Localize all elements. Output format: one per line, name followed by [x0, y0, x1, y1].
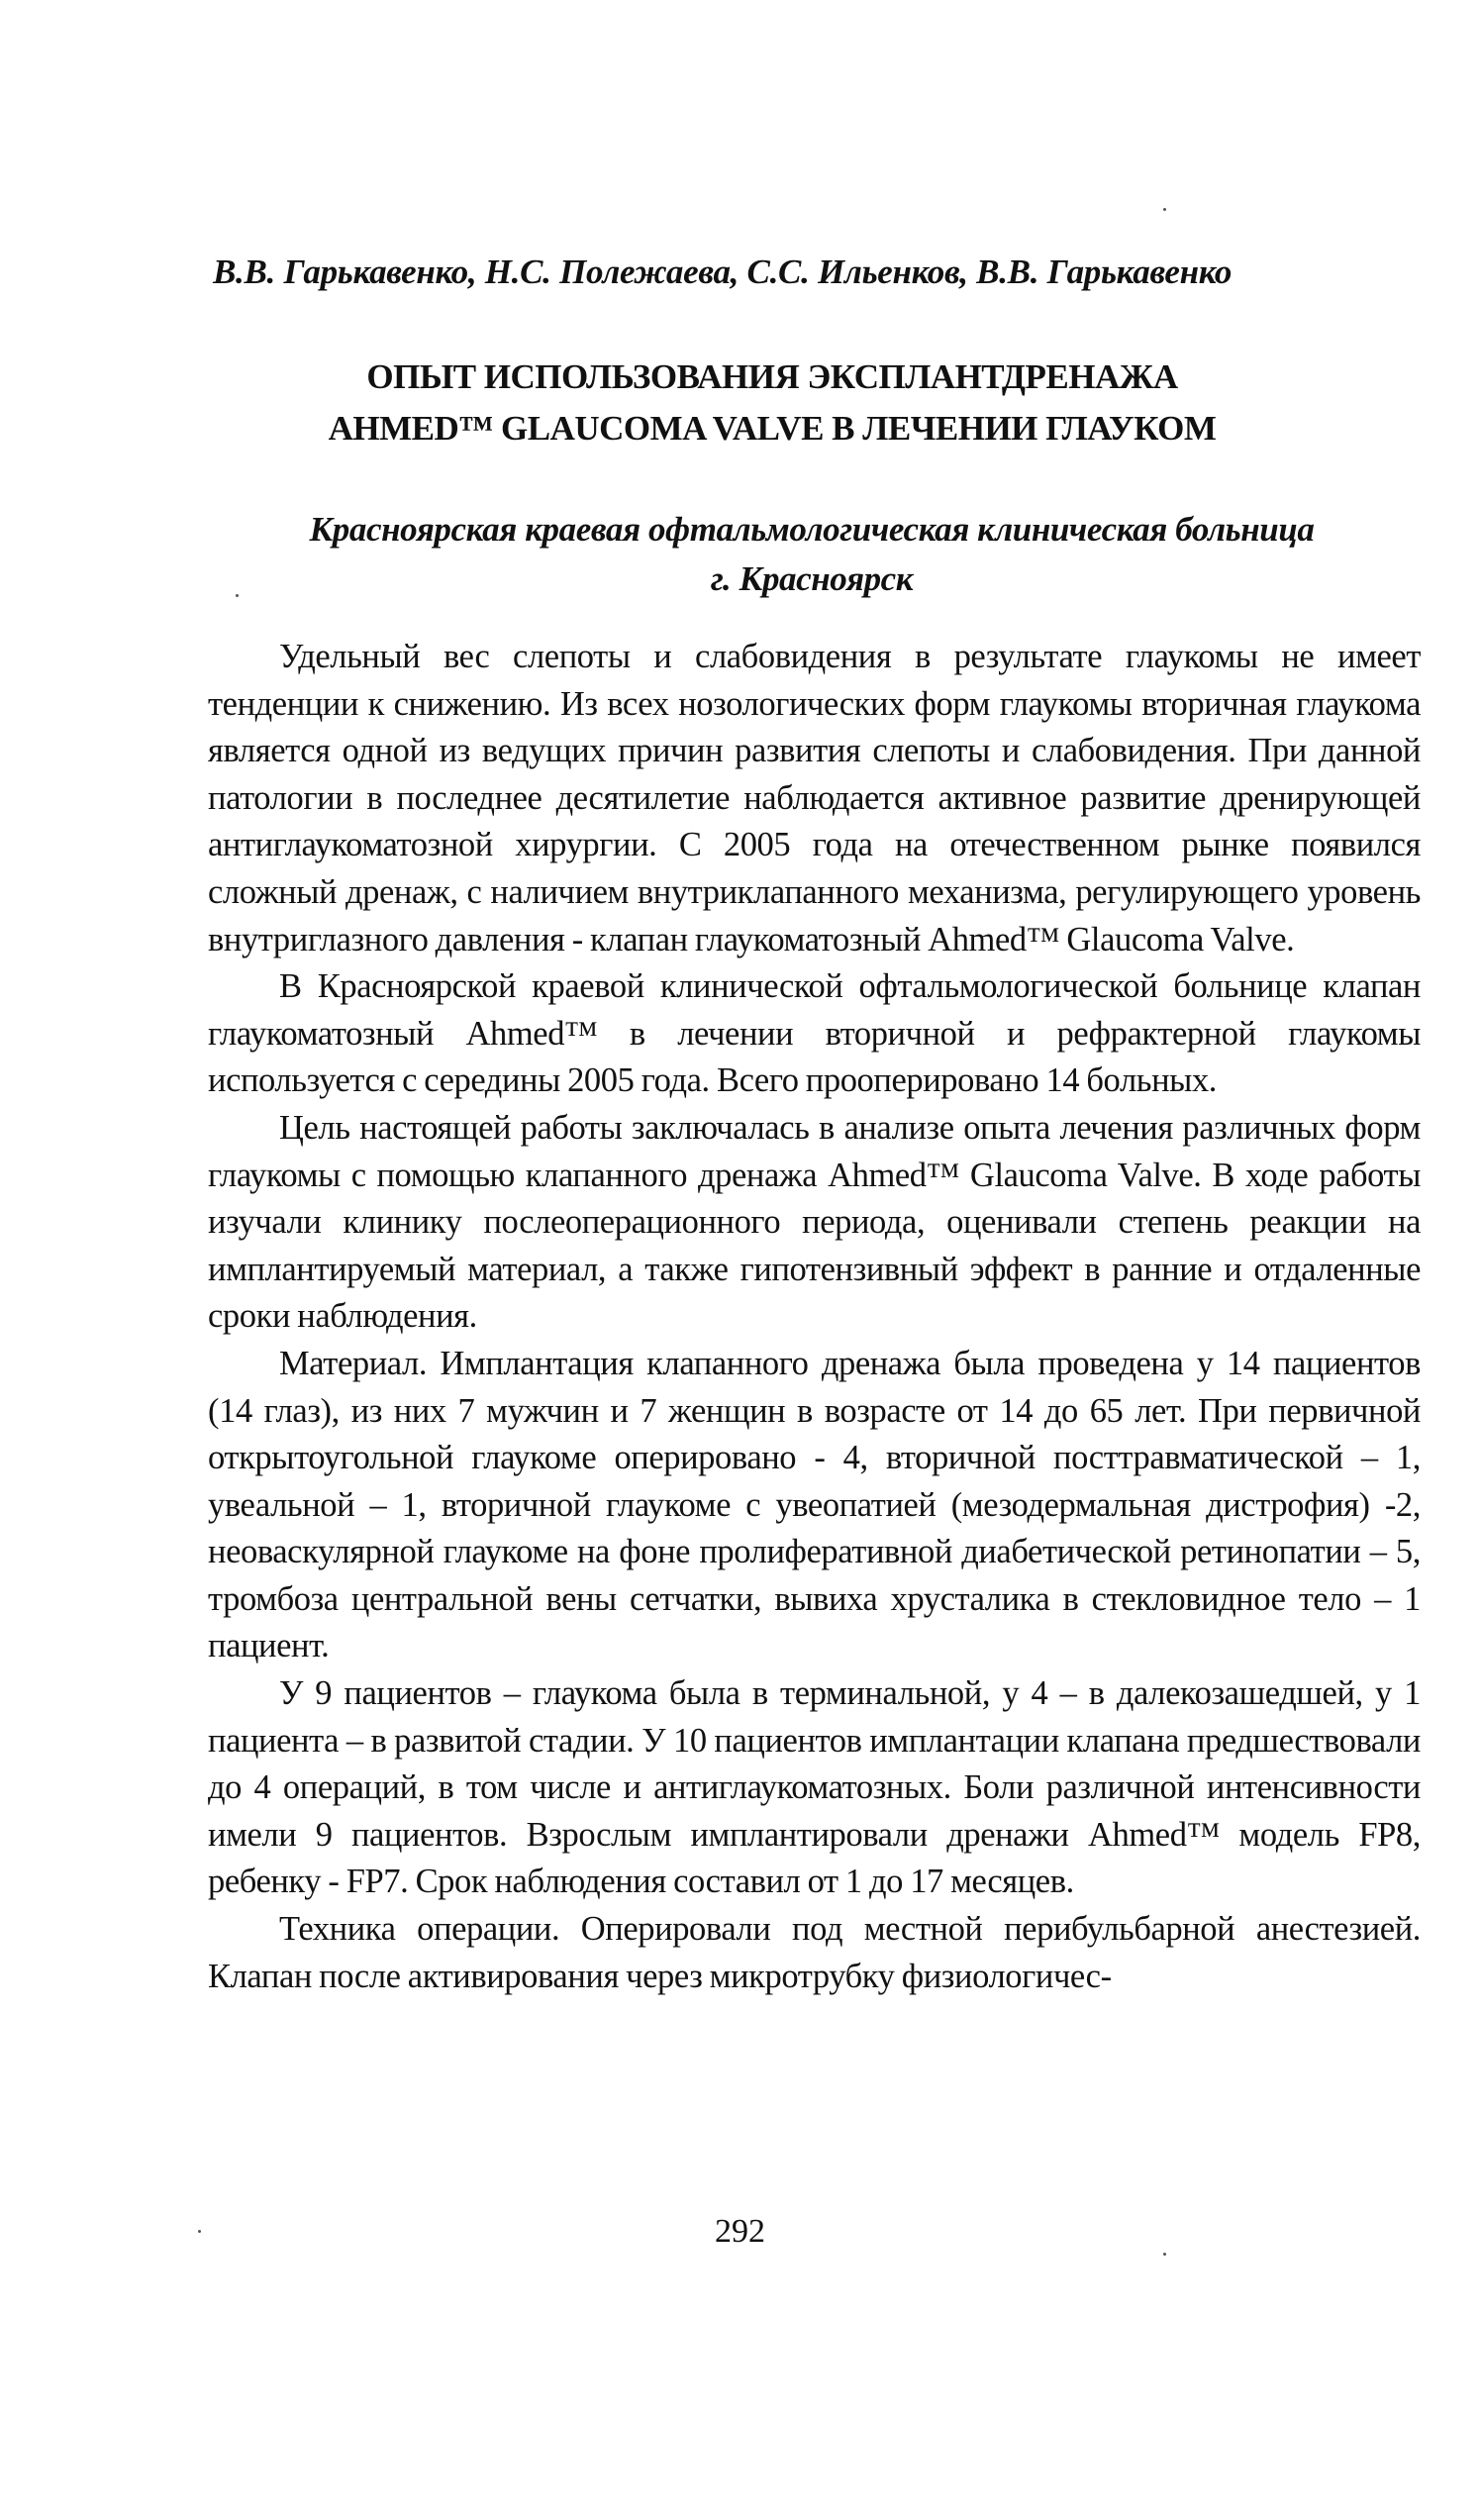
scan-speck [1163, 2253, 1166, 2256]
article-body [208, 634, 1421, 2000]
scan-speck [198, 2230, 201, 2233]
page-number: 292 [715, 2213, 765, 2250]
article-title-line-1: ОПЫТ ИСПОЛЬЗОВАНИЯ ЭКСПЛАНТДРЕНАЖА [366, 357, 1178, 396]
article-title-line-2: AHMED™ GLAUCOMA VALVE В ЛЕЧЕНИИ ГЛАУКОМ [328, 409, 1217, 448]
affiliation [198, 505, 1426, 604]
paragraph-patients: У 9 пациентов – глаукома была в терминальной, у 4 – в далекозашедшей, у 1 пациента – в развитой стадии. У 10 пациентов имплантации клапана предшествовали до 4 операций, в том числе и антиглаукоматозных. Боли различной интенсивности имели 9 пациентов. Взрослым имплантировали дренажи Ahmed™ модель FP8, ребенку - FP7. Срок наблюдения составил от 1 до 17 месяцев. [208, 1674, 1421, 1901]
paragraph-intro: Удельный вес слепоты и слабовидения в результате глаукомы не имеет тенденции к снижению. Из всех нозологических форм глаукомы вторичная глаукома является одной из ведущих причин развития слепоты и слабовидения. При данной патологии в последнее десятилетие наблюдается активное развитие дренирующей антиглаукоматозной хирургии. С 2005 года на отечественном рынке появился сложный дренаж, с наличием внутриклапанного механизма, регулирующего уровень внутриглазного давления - клапан глаукоматозный Ahmed™ Glaucoma Valve. [208, 638, 1421, 958]
paragraph-clinic: В Красноярской краевой клинической офтальмологической больнице клапан глаукоматозный Ahmed™ в лечении вторичной и рефрактерной глаукомы используется с середины 2005 года. Всего прооперировано 14 больных. [208, 967, 1421, 1100]
scan-speck [1163, 208, 1166, 211]
article-title [198, 352, 1346, 454]
paragraph-technique: Техника операции. Оперировали под местной перибульбарной анестезией. Клапан после активирования через микротрубку физиологичес- [208, 1910, 1421, 1995]
scan-speck [236, 594, 239, 597]
paragraph-material: Материал. Имплантация клапанного дренажа была проведена у 14 пациентов (14 глаз), из них 7 мужчин и 7 женщин в возрасте от 14 до 65 лет. При первичной открытоугольной глаукоме оперировано - 4, вторичной посттравматической – 1, увеальной – 1, вторичной глаукоме с увеопатией (мезодермальная дистрофия) -2, неоваскулярной глаукоме на фоне пролиферативной диабетической ретинопатии – 5, тромбоза центральной вены сетчатки, вывиха хрусталика в стекловидное тело – 1 пациент. [208, 1344, 1421, 1665]
paragraph-aim: Цель настоящей работы заключалась в анализе опыта лечения различных форм глаукомы с помощью клапанного дренажа Ahmed™ Glaucoma Valve. В ходе работы изучали клинику послеоперационного периода, оценивали степень реакции на имплантируемый материал, а также гипотензивный эффект в ранние и отдаленные сроки наблюдения. [208, 1108, 1421, 1336]
authors-line: В.В. Гарькавенко, Н.С. Полежаева, С.С. Ильенков, В.В. Гарькавенко [213, 252, 1233, 291]
affiliation-line-1: Красноярская краевая офтальмологическая клиническая больница [309, 510, 1315, 549]
affiliation-line-2: г. Красноярск [710, 559, 914, 598]
